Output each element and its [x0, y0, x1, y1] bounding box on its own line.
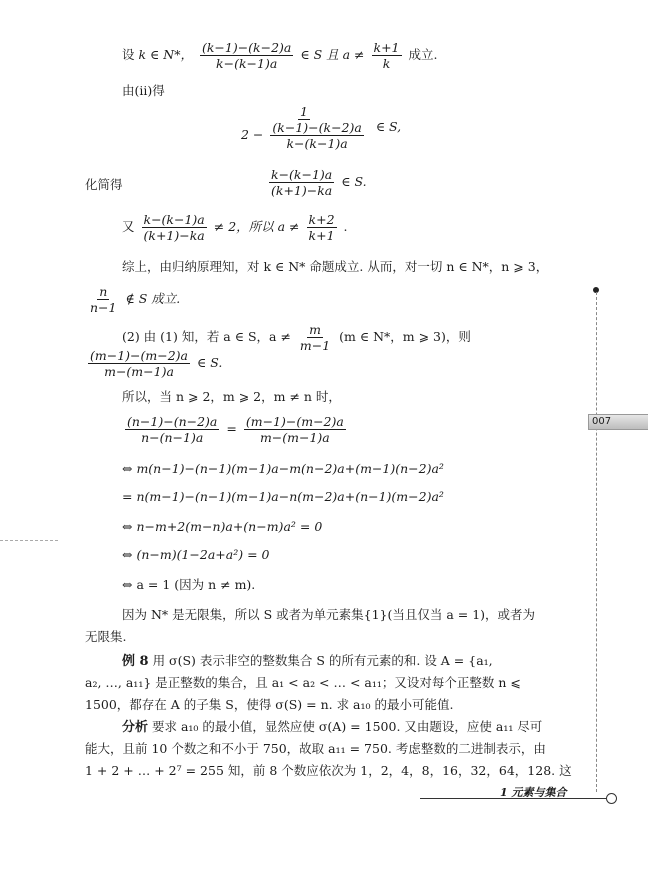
footer-rule [420, 798, 608, 799]
line-9 [85, 348, 222, 379]
text: 成立. [408, 47, 438, 62]
fraction-denominator: k [382, 56, 391, 71]
fraction-denominator: k−(k−1)a [216, 56, 278, 71]
margin-dashed-line [596, 292, 597, 792]
fraction-denominator: (k+1)−ka [271, 183, 333, 198]
fraction-denominator: n−(n−1)a [141, 430, 204, 445]
text: 设 [122, 47, 135, 62]
fraction [239, 104, 369, 151]
line-22 [122, 718, 542, 737]
line-15: ⇔ (n−m)(1−2a+a²) = 0 [122, 547, 270, 562]
text: 用 σ(S) 表示非空的整数集合 S 的所有元素的和. 设 A = {a₁, [152, 653, 493, 668]
line-5 [122, 212, 348, 243]
text: (m ∈ N*，m ⩾ 3)，则 [339, 329, 471, 344]
fraction-numerator: (m−1)−(m−2)a [245, 414, 344, 429]
line-16: ⇔ a = 1 (因为 n ≠ m). [122, 577, 256, 592]
fraction-numerator: n [99, 284, 108, 299]
fraction [200, 40, 293, 71]
text: 2 − [241, 127, 264, 142]
fraction-numerator: k−(k−1)a [271, 167, 333, 182]
fraction-denominator: k+1 [308, 228, 335, 243]
line-11 [122, 414, 349, 445]
text: 要求 a₁₀ 的最小值，显然应使 σ(A) = 1500. 又由题设，应使 a₁₁ 尽可 [152, 719, 543, 734]
page-number-tab: 007 [588, 414, 648, 430]
fraction-denominator: k−(k−1)a [286, 136, 348, 151]
fraction-numerator: 1 [299, 104, 308, 119]
fraction-numerator: k−(k−1)a [143, 212, 205, 227]
fraction-numerator: (k−1)−(k−2)a [272, 120, 362, 135]
math-text: ≠ 2，所以 a ≠ [213, 219, 300, 234]
fraction-denominator: m−(m−1)a [259, 430, 330, 445]
line-2: 由(ii)得 [122, 83, 165, 98]
fraction-numerator: (n−1)−(n−2)a [127, 414, 218, 429]
line-21: 1500，都存在 A 的子集 S，使得 σ(S) = n. 求 a₁₀ 的最小可能值. [85, 697, 454, 712]
line-7 [85, 284, 180, 315]
line-20: a₂, …, a₁₁} 是正整数的集合，且 a₁ < a₂ < … < a₁₁；又设对每个正整数 n ⩽ [85, 675, 521, 690]
fraction-numerator: k+2 [308, 212, 335, 227]
fraction [298, 322, 332, 353]
math-text: ∉ S 成立. [125, 291, 181, 306]
fraction-numerator: (m−1)−(m−2)a [90, 348, 188, 363]
text: (2) 由 (1) 知，若 a ∈ S，a ≠ [122, 329, 291, 344]
line-6: 综上，由归纳原理知，对 k ∈ N* 命题成立. 从而，对一切 n ∈ N*，n ⩾ 3， [122, 259, 549, 274]
text: 又 [122, 219, 135, 234]
math-text: = [226, 421, 237, 436]
fraction [372, 40, 402, 71]
line-4-label: 化简得 [85, 177, 123, 192]
left-margin-dash [0, 540, 58, 541]
fraction [269, 167, 334, 198]
fraction-denominator: n−1 [90, 300, 117, 315]
math-text: ∈ S, [375, 119, 402, 134]
text: . [343, 219, 348, 234]
fraction-denominator: (k+1)−ka [143, 228, 205, 243]
fraction-numerator: (k−1)−(k−2)a [201, 40, 292, 55]
line-4 [266, 167, 367, 198]
example-label: 例 8 [122, 654, 149, 669]
fraction [88, 348, 190, 379]
math-text: k ∈ N*， [138, 47, 193, 62]
line-17: 因为 N* 是无限集，所以 S 或者为单元素集{1}(当且仅当 a = 1)，或者为 [122, 607, 536, 622]
line-18: 无限集. [85, 629, 127, 644]
fraction-denominator: m−(m−1)a [104, 364, 174, 379]
line-19 [122, 652, 493, 671]
nested-fraction [270, 120, 363, 151]
line-10: 所以，当 n ⩾ 2，m ⩾ 2，m ≠ n 时， [122, 389, 341, 404]
line-13: = n(m−1)−(n−1)(m−1)a−n(m−2)a+(n−1)(m−2)a² [122, 489, 444, 504]
fraction-denominator: m−1 [299, 338, 331, 353]
footer-circle [606, 793, 617, 804]
analysis-label: 分析 [122, 720, 149, 735]
fraction [88, 284, 118, 315]
math-text: ∈ S. [196, 355, 223, 370]
math-text: ∈ S 且 a ≠ [300, 47, 365, 62]
line-1 [122, 40, 437, 71]
line-24: 1 + 2 + … + 2⁷ = 255 知，前 8 个数应依次为 1，2，4，8，16，32，64，128. 这 [85, 763, 572, 778]
fraction [142, 212, 207, 243]
fraction-numerator: m [309, 322, 321, 337]
fraction [125, 414, 219, 445]
math-text: ∈ S. [341, 174, 367, 189]
line-12: ⇔ m(n−1)−(n−1)(m−1)a−m(n−2)a+(m−1)(n−2)a² [122, 461, 444, 476]
fraction-denominator [239, 120, 369, 151]
line-3 [236, 104, 401, 151]
fraction [244, 414, 346, 445]
line-23: 能大，且前 10 个数之和不小于 750，故取 a₁₁ = 750. 考虑整数的二进制表示，由 [85, 741, 546, 756]
fraction-numerator: k+1 [373, 40, 400, 55]
footer-chapter-label: 1 元素与集合 [500, 786, 567, 799]
line-14: ⇔ n−m+2(m−n)a+(n−m)a² = 0 [122, 519, 323, 534]
fraction [307, 212, 337, 243]
